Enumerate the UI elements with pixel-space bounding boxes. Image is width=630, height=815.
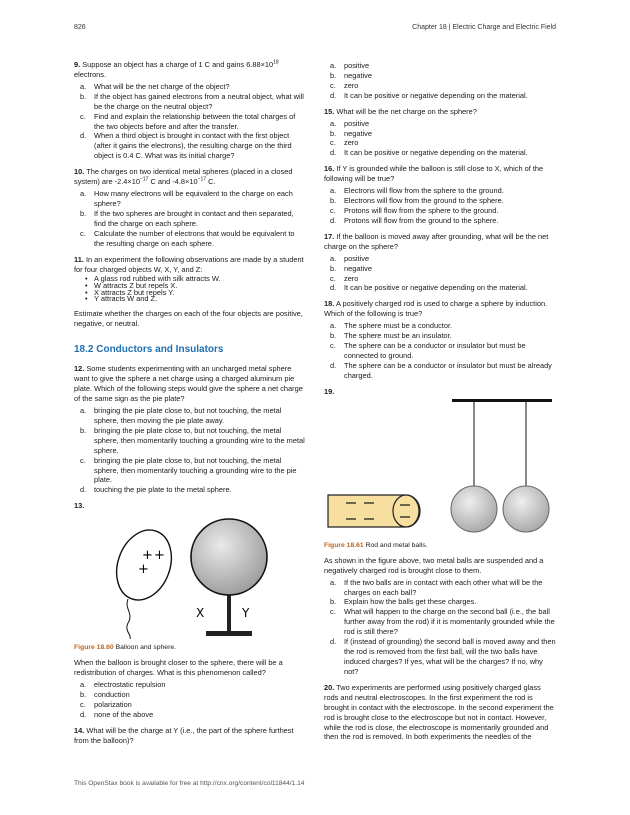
item-text: It can be positive or negative depending on the material. — [344, 148, 528, 158]
list-item: • X attracts Z but repels Y. — [94, 290, 306, 297]
item-letter: c. — [330, 205, 336, 215]
item-letter: a. — [330, 118, 337, 128]
list-item — [330, 118, 556, 129]
answer-list — [324, 321, 556, 381]
item-letter: d. — [330, 283, 337, 293]
answer-list — [74, 189, 306, 249]
item-letter: c. — [330, 138, 336, 148]
item-letter: d. — [80, 485, 87, 495]
question-text-tail: electrons. — [74, 69, 107, 79]
item-text: How many electrons will be equivalent to the charge on each sphere? — [94, 189, 293, 208]
answer-list — [324, 119, 556, 159]
item-letter: a. — [330, 186, 337, 196]
right-column — [324, 60, 556, 744]
item-letter: b. — [80, 690, 87, 700]
chapter-title: Chapter 18 | Electric Charge and Electric Field — [412, 24, 556, 31]
question-number: 20. — [324, 682, 335, 692]
question-14 — [74, 726, 306, 746]
list-item — [80, 680, 306, 690]
question-text: The charges on two identical metal spheres (placed in a closed system) are — [74, 167, 293, 187]
question-text: Some students experimenting with an uncharged metal sphere want to give the sphere a net charge using a charged aluminum pie plate. Which of the following steps would give the sphere a net charge of the same sign as the pie plate? — [74, 364, 303, 404]
answer-list-q14 — [324, 61, 556, 101]
question-followup: Estimate whether the charges on each of the four objects are positive, negative, or neutral. — [74, 309, 303, 328]
value: 6.88×10 — [246, 60, 274, 69]
item-letter: d. — [80, 709, 87, 719]
item-letter: d. — [80, 131, 87, 141]
item-letter: a. — [330, 253, 337, 263]
list-item — [330, 637, 556, 677]
question-18 — [324, 299, 556, 380]
item-text: The sphere must be a conductor. — [344, 321, 453, 331]
metal-ball-near — [451, 486, 497, 532]
question-17 — [324, 232, 556, 294]
item-letter: b. — [80, 425, 87, 435]
section-heading: 18.2 Conductors and Insulators — [74, 343, 224, 355]
item-letter: a. — [80, 189, 87, 199]
list-item — [330, 321, 556, 331]
question-text: If Y is grounded while the balloon is still close to X, which of the following will be true? — [324, 164, 544, 184]
list-item — [80, 131, 306, 161]
item-text: Protons will flow from the ground to the sphere. — [344, 215, 499, 225]
list-item — [330, 341, 556, 361]
sphere-base — [206, 631, 252, 636]
value: -2.4×10 — [114, 177, 140, 187]
balloon-sphere-illustration — [74, 513, 306, 639]
question-number: 14. — [74, 725, 85, 735]
list-item — [330, 61, 556, 71]
question-text-mid: C and — [150, 177, 171, 187]
list-item — [80, 485, 306, 495]
question-20 — [324, 683, 556, 743]
plus-sign: + — [142, 548, 153, 564]
list-item — [330, 186, 556, 196]
list-item — [80, 405, 306, 426]
item-letter: a. — [330, 321, 337, 331]
item-text: Electrons will flow from the ground to the sphere. — [344, 196, 504, 206]
question-text: If the balloon is moved away after grounding, what will be the net charge on the sphere? — [324, 231, 549, 251]
item-letter: b. — [330, 196, 337, 206]
answer-list — [324, 578, 556, 677]
question-text: What will be the net charge on the sphere? — [336, 106, 477, 116]
rod-balls-illustration — [324, 399, 556, 537]
rod-end — [393, 495, 419, 527]
figure-balloon-sphere — [74, 513, 306, 639]
question-number: 10. — [74, 167, 85, 177]
item-letter: c. — [330, 80, 336, 90]
item-text: The sphere can be a conductor or insulator but must be already charged. — [344, 360, 552, 380]
support-bar — [452, 399, 552, 402]
list-item — [330, 253, 556, 264]
answer-list — [74, 406, 306, 495]
item-letter: a. — [80, 405, 87, 415]
item-text: negative — [344, 70, 372, 80]
item-text: positive — [344, 118, 370, 128]
list-item — [330, 215, 556, 226]
question-number: 18. — [324, 299, 335, 309]
item-text: zero — [344, 138, 359, 148]
item-letter: d. — [330, 360, 337, 370]
item-letter: b. — [80, 91, 87, 101]
question-16 — [324, 164, 556, 226]
answer-list — [74, 680, 306, 720]
list-item — [80, 111, 306, 132]
page-footer: This OpenStax book is available for free at http://cnx.org/content/col11844/1.14 — [74, 780, 305, 787]
question-number: 17. — [324, 231, 335, 241]
list-item — [330, 128, 556, 139]
item-letter: b. — [80, 208, 87, 218]
list-item — [80, 709, 306, 720]
list-item — [330, 331, 556, 341]
y-label: Y — [242, 606, 250, 621]
value: -4.8×10 — [172, 177, 198, 187]
list-item — [80, 81, 306, 92]
item-text: What will happen to the charge on the second ball (i.e., the ball further away from the rod) if it is momentarily grounded while the rod is still there? — [344, 607, 555, 637]
list-item — [330, 196, 556, 206]
item-text: bringing the pie plate close to, but not touching, the metal sphere, then momentarily touching a grounding wire to the metal sphere. — [94, 425, 305, 455]
question-19 — [324, 387, 556, 677]
item-text: If the two spheres are brought in contact and then separated, find the charge on each sphere. — [94, 208, 294, 228]
figure-caption — [324, 541, 556, 550]
list-item — [80, 690, 306, 700]
question-number: 12. — [74, 364, 85, 374]
figure-label: Figure 18.61 — [324, 541, 364, 549]
item-text: The sphere can be a conductor or insulator but must be connected to ground. — [344, 341, 526, 360]
item-text: Find and explain the relationship between the total charges of the two objects before and after the transfer. — [94, 111, 296, 131]
balloon-string — [127, 599, 130, 639]
question-number: 9. — [74, 60, 81, 69]
item-letter: a. — [80, 680, 87, 690]
item-text: If the two balls are in contact with each other what will be the charges on each ball? — [344, 577, 543, 597]
caption-text: Rod and metal balls. — [365, 541, 428, 549]
item-text: Calculate the number of electrons that would be equivalent to the resulting charge on each sphere. — [94, 228, 295, 248]
item-text: polarization — [94, 699, 132, 709]
item-text: positive — [344, 61, 370, 70]
list-item — [330, 597, 556, 607]
question-text: In an experiment the following observations are made by a student for four charged objects W, X, Y, and Z: — [74, 254, 304, 274]
item-text: Protons will flow from the sphere to the ground. — [344, 205, 499, 215]
question-number: 19. — [324, 386, 335, 396]
item-text: Electrons will flow from the sphere to the ground. — [344, 186, 504, 196]
item-letter: a. — [330, 577, 337, 587]
list-item — [330, 80, 556, 91]
answer-list — [324, 186, 556, 226]
exponent: −17 — [139, 176, 149, 183]
item-text: It can be positive or negative depending on the material. — [344, 90, 528, 100]
answer-list — [74, 82, 306, 161]
list-item — [330, 577, 556, 598]
item-text: When a third object is brought in contact with the first object (after it gains the electrons), the resulting charge on the third object is 0.4 C. What was its initial charge? — [94, 131, 292, 161]
item-letter: b. — [330, 331, 337, 341]
list-item — [330, 205, 556, 216]
left-column — [74, 60, 306, 748]
list-item — [330, 138, 556, 148]
question-text: When the balloon is brought closer to the sphere, there will be a redistribution of charges. What is this phenomenon called? — [74, 658, 283, 678]
list-item: • A glass rod rubbed with silk attracts W. — [94, 276, 306, 283]
question-number: 16. — [324, 164, 335, 174]
item-text: Explain how the balls get these charges. — [344, 597, 477, 607]
answer-list — [324, 254, 556, 294]
question-15 — [324, 107, 556, 159]
observation-list — [74, 276, 306, 303]
item-letter: c. — [80, 455, 86, 465]
question-number: 11. — [74, 254, 84, 264]
list-item: • Y attracts W and Z. — [94, 296, 306, 303]
item-text: The sphere must be an insulator. — [344, 331, 452, 341]
caption-text: Balloon and sphere. — [115, 644, 177, 652]
item-text: It can be positive or negative depending on the material. — [344, 283, 528, 293]
item-text: zero — [344, 273, 359, 283]
item-letter: a. — [330, 61, 337, 70]
item-text: touching the pie plate to the metal sphere. — [94, 485, 232, 495]
question-number: 15. — [324, 106, 335, 116]
item-text: negative — [344, 263, 372, 273]
question-text: Two experiments are performed using positively charged glass rods and neutral electroscopes. In the first experiment the rod is brought in contact with the electroscope. In the second experiment the rod is brought close to the electroscope but not in contact. However, while the rod is close, the electroscope is momentarily grounded and then the rod is removed. In both experiments the needles of the — [324, 682, 554, 742]
x-label: X — [196, 606, 205, 621]
item-text: none of the above — [94, 709, 154, 719]
metal-ball-far — [503, 486, 549, 532]
list-item — [330, 263, 556, 274]
item-text: If the object has gained electrons from a neutral object, what will be the charge on the neutral object? — [94, 91, 304, 111]
list-item — [330, 148, 556, 158]
question-10 — [74, 167, 306, 248]
item-letter: c. — [80, 111, 86, 121]
question-text-tail: C. — [208, 177, 216, 187]
list-item: • W attracts Z but repels X. — [94, 283, 306, 290]
item-letter: a. — [80, 81, 87, 91]
item-letter: d. — [330, 148, 337, 158]
item-text: What will be the net charge of the object? — [94, 81, 230, 91]
page-number: 826 — [74, 24, 86, 31]
item-text: If (instead of grounding) the second ball is moved away and then the rod is removed from the first ball, will the two balls have induced charges? If yes, what will be the charges? If no, why not? — [344, 637, 556, 676]
item-letter: d. — [330, 637, 337, 647]
item-letter: c. — [330, 607, 336, 617]
item-letter: c. — [80, 699, 86, 709]
item-letter: d. — [330, 90, 337, 100]
exponent: 18 — [273, 59, 279, 66]
list-item — [80, 699, 306, 710]
item-text: conduction — [94, 690, 130, 700]
item-text: bringing the pie plate close to, but not touching, the metal sphere, then moving the pie plate away. — [94, 405, 282, 425]
figure-caption — [74, 643, 306, 652]
item-letter: c. — [330, 273, 336, 283]
figure-label: Figure 18.60 — [74, 644, 114, 652]
list-item — [80, 208, 306, 229]
list-item — [330, 273, 556, 284]
list-item — [330, 360, 556, 381]
item-text: negative — [344, 128, 372, 138]
question-number: 13. — [74, 501, 85, 511]
question-text: As shown in the figure above, two metal balls are suspended and a negatively charged rod is brought close to them. — [324, 555, 544, 575]
plus-sign: + — [138, 562, 149, 578]
plus-sign: + — [154, 548, 165, 564]
item-letter: b. — [330, 70, 337, 80]
list-item — [80, 91, 306, 112]
question-13 — [74, 501, 306, 720]
question-11 — [74, 255, 306, 329]
item-text: zero — [344, 80, 359, 90]
question-text: What will be the charge at Y (i.e., the part of the sphere furthest from the balloon)? — [74, 725, 294, 745]
list-item — [330, 283, 556, 293]
question-9 — [74, 60, 306, 161]
exponent: −17 — [197, 176, 207, 183]
list-item — [80, 425, 306, 456]
list-item — [80, 455, 306, 486]
list-item — [330, 70, 556, 81]
item-letter: b. — [330, 263, 337, 273]
sphere-stand — [227, 591, 231, 635]
question-text: A positively charged rod is used to charge a sphere by induction. Which of the following is true? — [324, 299, 548, 319]
item-letter: c. — [80, 228, 86, 238]
list-item — [80, 189, 306, 209]
item-letter: b. — [330, 597, 337, 607]
item-text: electrostatic repulsion — [94, 680, 166, 690]
item-letter: d. — [330, 215, 337, 225]
list-item — [330, 607, 556, 637]
item-text: bringing the pie plate close to, but not touching, the metal sphere, then momentarily touching a grounding wire to the pie plate. — [94, 455, 297, 485]
figure-rod-balls — [324, 399, 556, 537]
item-letter: b. — [330, 128, 337, 138]
list-item — [80, 228, 306, 249]
metal-sphere — [191, 519, 267, 595]
item-letter: c. — [330, 341, 336, 351]
question-text: Suppose an object has a charge of 1 C and gains — [82, 60, 245, 69]
list-item — [330, 90, 556, 101]
item-text: positive — [344, 253, 370, 263]
question-12 — [74, 364, 306, 495]
